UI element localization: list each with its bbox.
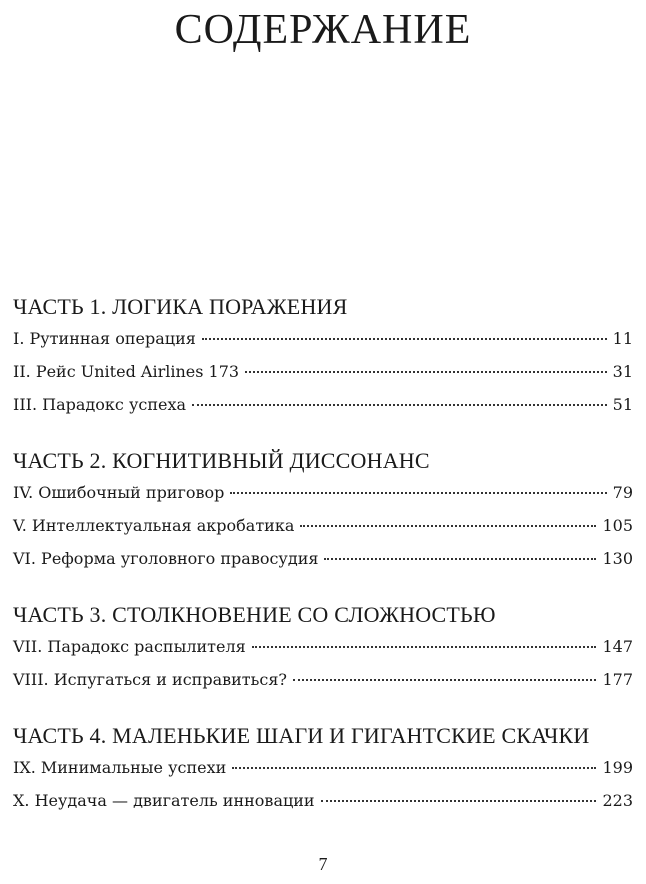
entry-label: III. Парадокс успеха: [13, 395, 187, 414]
toc-entry-9[interactable]: [13, 757, 633, 790]
toc-entry-1[interactable]: [13, 328, 633, 361]
dot-leader: [252, 646, 597, 648]
entry-page: 177: [602, 670, 633, 689]
entry-page: 130: [602, 549, 633, 568]
entry-page: 51: [612, 395, 633, 414]
dot-leader: [192, 404, 607, 406]
toc-entry-4[interactable]: [13, 482, 633, 515]
entry-page: 147: [602, 637, 633, 656]
toc-entry-5[interactable]: [13, 515, 633, 548]
entry-label: IX. Минимальные успехи: [13, 758, 227, 777]
part-heading: ЧАСТЬ 3. СТОЛКНОВЕНИЕ СО СЛОЖНОСТЬЮ: [13, 602, 496, 627]
dot-leader: [202, 338, 607, 340]
dot-leader: [300, 525, 596, 527]
part-heading: ЧАСТЬ 2. КОГНИТИВНЫЙ ДИССОНАНС: [13, 448, 430, 473]
toc-entry-6[interactable]: [13, 548, 633, 581]
toc-entry-8[interactable]: [13, 669, 633, 702]
entry-page: 79: [612, 483, 633, 502]
entry-page: 11: [612, 329, 633, 348]
entry-label: V. Интеллектуальная акробатика: [13, 516, 295, 535]
entry-page: 105: [602, 516, 633, 535]
dot-leader: [321, 800, 597, 802]
part-heading: ЧАСТЬ 4. МАЛЕНЬКИЕ ШАГИ И ГИГАНТСКИЕ СКАЧКИ: [13, 723, 590, 748]
entry-label: X. Неудача — двигатель инновации: [13, 791, 315, 810]
entry-page: 223: [602, 791, 633, 810]
dot-leader: [230, 492, 606, 494]
dot-leader: [232, 767, 596, 769]
part-2: [13, 446, 633, 581]
page-title: СОДЕРЖАНИЕ: [174, 7, 472, 53]
part-1: [13, 292, 633, 427]
toc-entry-10[interactable]: [13, 790, 633, 823]
toc-entry-2[interactable]: [13, 361, 633, 394]
toc-entry-3[interactable]: [13, 394, 633, 427]
dot-leader: [293, 679, 596, 681]
entry-page: 31: [612, 362, 633, 381]
entry-page: 199: [602, 758, 633, 777]
entry-label: IV. Ошибочный приговор: [13, 483, 225, 502]
part-3: [13, 600, 633, 702]
dot-leader: [245, 371, 607, 373]
entry-label: VI. Реформа уголовного правосудия: [13, 549, 319, 568]
entry-label: I. Рутинная операция: [13, 329, 196, 348]
dot-leader: [324, 558, 596, 560]
page-number: 7: [318, 854, 328, 874]
toc-entry-7[interactable]: [13, 636, 633, 669]
part-heading: ЧАСТЬ 1. ЛОГИКА ПОРАЖЕНИЯ: [13, 294, 348, 319]
entry-label: II. Рейс United Airlines 173: [13, 362, 240, 381]
part-4: [13, 721, 633, 823]
entry-label: VII. Парадокс распылителя: [13, 637, 246, 656]
table-of-contents: [13, 292, 633, 842]
entry-label: VIII. Испугаться и исправиться?: [13, 670, 287, 689]
